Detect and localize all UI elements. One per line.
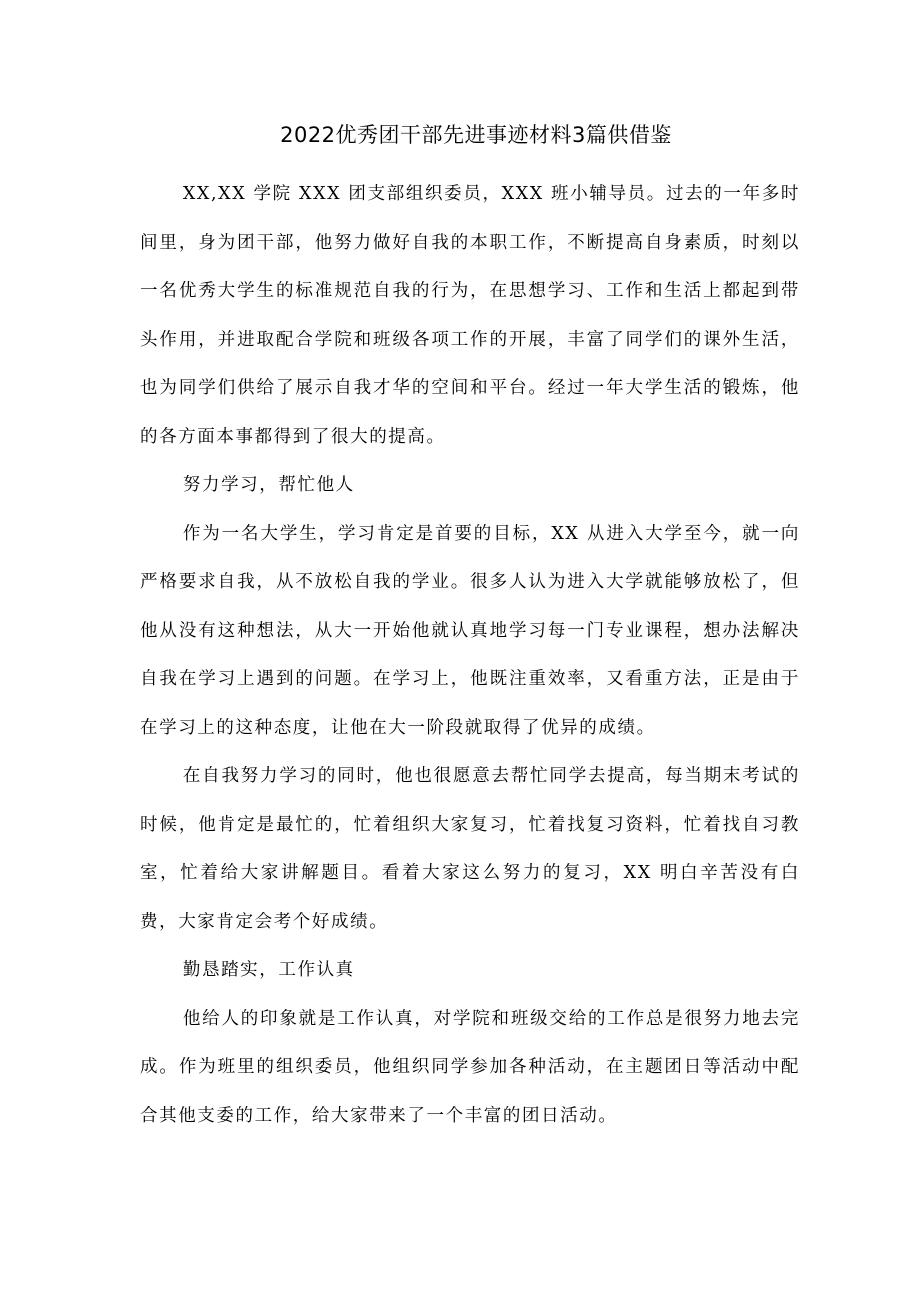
section-heading-work: 勤恳踏实，工作认真 [182, 960, 355, 980]
document-title: 2022优秀团干部先进事迹材料3篇供借鉴 [280, 123, 672, 147]
paragraph-intro: XX,XX 学院 XXX 团支部组织委员，XXX 班小辅导员。过去的一年多时间里，身为团干部，他努力做好自我的本职工作，不断提高自身素质，时刻以一名优秀大学生的标准规范自我的行为，在思想学习、工作和生活上都起到带头作用，并进取配合学院和班级各项工作的开展，丰富了同学们的课外生活，也为同学们供给了展示自我才华的空间和平台。经过一年大学生活的锻炼，他的各方面本事都得到了很大的提高。 [140, 184, 800, 447]
paragraph-study: 作为一名大学生，学习肯定是首要的目标，XX 从进入大学至今，就一向严格要求自我，从不放松自我的学业。很多人认为进入大学就能够放松了，但他从没有这种想法，从大一开始他就认真地学习每一门专业课程，想办法解决自我在学习上遇到的问题。在学习上，他既注重效率，又看重方法，正是由于在学习上的这种态度，让他在大一阶段就取得了优异的成绩。 [140, 523, 800, 738]
paragraph-work: 他给人的印象就是工作认真，对学院和班级交给的工作总是很努力地去完成。作为班里的组织委员，他组织同学参加各种活动，在主题团日等活动中配合其他支委的工作，给大家带来了一个丰富的团日活动。 [140, 1008, 800, 1126]
paragraph-helping-others: 在自我努力学习的同时，他也很愿意去帮忙同学去提高，每当期末考试的时候，他肯定是最忙的，忙着组织大家复习，忙着找复习资料，忙着找自习教室，忙着给大家讲解题目。看着大家这么努力的复习，XX 明白辛苦没有白费，大家肯定会考个好成绩。 [140, 766, 800, 932]
section-heading-study: 努力学习，帮忙他人 [182, 475, 355, 495]
